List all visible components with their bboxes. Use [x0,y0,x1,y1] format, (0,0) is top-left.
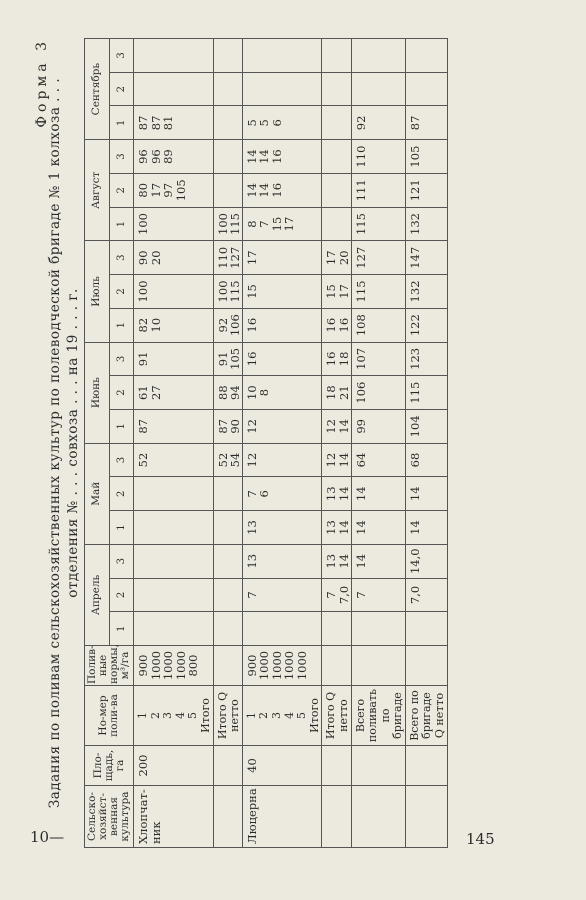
rotated-page [34,38,564,848]
value-cell: 87 87 81 [134,106,214,140]
value-cell: 82 10 [134,308,214,342]
value-cell: 14 [351,544,405,578]
value-cell [213,578,242,612]
value-cell: 14 14 16 [242,140,322,174]
crop-cell [213,786,242,848]
value-cell [405,39,447,73]
value-cell [322,39,351,73]
value-cell: 100 [134,275,214,309]
value-cell: 5 5 6 [242,106,322,140]
value-cell: 12 [242,443,322,477]
value-cell: 108 [351,308,405,342]
table-body [134,39,448,848]
value-cell [213,511,242,545]
title-line-1: Задания по поливам сельскохозяйственных культур по полеводческой бригаде № 1 колхоза . . . [47,77,63,809]
value-cell: 16 18 [322,342,351,376]
header-decade: 1 [109,106,134,140]
value-cell: 7 [351,578,405,612]
irrigation-number-cell: Всего по бригаде Q нетто [405,686,447,746]
header-month: Сентябрь [85,39,110,140]
header-decade: 2 [109,173,134,207]
value-cell: 7 [242,578,322,612]
value-cell [322,173,351,207]
table-title [46,38,82,848]
value-cell: 14 [405,511,447,545]
header-month: Апрель [85,544,110,645]
value-cell [322,207,351,241]
table-row [322,39,351,848]
value-cell [213,612,242,646]
value-cell: 18 21 [322,376,351,410]
area-cell [351,746,405,786]
table-row [213,39,242,848]
value-cell: 14,0 [405,544,447,578]
value-cell [242,72,322,106]
value-cell: 91 105 [213,342,242,376]
irrigation-table [84,38,448,848]
value-cell [213,39,242,73]
header-decade: 3 [109,140,134,174]
header-decade: 3 [109,241,134,275]
value-cell [213,477,242,511]
norm-cell [322,646,351,686]
irrigation-number-cell: Всего поливать по бригаде [351,686,405,746]
header-decade: 3 [109,544,134,578]
value-cell: 100 115 [213,207,242,241]
value-cell: 13 14 [322,544,351,578]
norm-cell: 900 1000 1000 1000 800 [134,646,214,686]
value-cell: 80 17 97 105 [134,173,214,207]
title-line-2: отделения № . . . совхоза . . . на 19 . . . г. [65,288,81,598]
value-cell [213,140,242,174]
value-cell [242,612,322,646]
header-decade: 2 [109,376,134,410]
header-crop: Сельско-хозяйст-венная культура [85,786,134,848]
crop-cell: Люцерна [242,786,322,848]
value-cell [134,511,214,545]
value-cell: 87 [405,106,447,140]
footer-mark: 10— [30,828,65,846]
crop-cell: Хлопчат-ник [134,786,214,848]
value-cell: 16 16 [322,308,351,342]
value-cell: 14 14 16 [242,173,322,207]
value-cell: 127 [351,241,405,275]
value-cell: 7 6 [242,477,322,511]
value-cell: 15 17 [322,275,351,309]
table-row [242,39,322,848]
value-cell: 12 14 [322,409,351,443]
value-cell: 14 [351,511,405,545]
table-row [351,39,405,848]
header-row-months [85,39,110,848]
value-cell: 115 [405,376,447,410]
value-cell: 110 127 [213,241,242,275]
value-cell [134,72,214,106]
value-cell [213,106,242,140]
value-cell: 7,0 [405,578,447,612]
header-decade: 3 [109,342,134,376]
value-cell [134,39,214,73]
value-cell: 122 [405,308,447,342]
header-decade: 1 [109,308,134,342]
value-cell: 132 [405,275,447,309]
value-cell: 61 27 [134,376,214,410]
value-cell: 8 7 15 17 [242,207,322,241]
value-cell: 15 [242,275,322,309]
header-month: Июнь [85,342,110,443]
value-cell [351,612,405,646]
irrigation-number-cell: 1 2 3 4 5 Итого [242,686,322,746]
value-cell: 7 7,0 [322,578,351,612]
value-cell: 10 8 [242,376,322,410]
crop-cell [322,786,351,848]
norm-cell [405,646,447,686]
page-number: 145 [466,830,495,848]
header-decade: 2 [109,578,134,612]
value-cell: 17 20 [322,241,351,275]
value-cell: 52 54 [213,443,242,477]
value-cell [134,544,214,578]
value-cell: 64 [351,443,405,477]
value-cell: 87 [134,409,214,443]
value-cell: 111 [351,173,405,207]
area-cell [213,746,242,786]
area-cell [405,746,447,786]
value-cell: 107 [351,342,405,376]
value-cell: 87 90 [213,409,242,443]
header-decade: 2 [109,275,134,309]
value-cell [213,173,242,207]
header-decade: 3 [109,39,134,73]
crop-cell [351,786,405,848]
value-cell [351,72,405,106]
header-decade: 2 [109,72,134,106]
table-row [405,39,447,848]
value-cell: 14 [351,477,405,511]
value-cell: 99 [351,409,405,443]
value-cell: 12 14 [322,443,351,477]
value-cell: 13 14 [322,477,351,511]
area-cell: 200 [134,746,214,786]
header-decade: 1 [109,511,134,545]
irrigation-number-cell: Итого Q нетто [213,686,242,746]
value-cell: 12 [242,409,322,443]
value-cell: 132 [405,207,447,241]
value-cell: 100 115 [213,275,242,309]
value-cell: 52 [134,443,214,477]
value-cell: 96 96 89 [134,140,214,174]
value-cell: 110 [351,140,405,174]
header-month: Август [85,140,110,241]
header-month: Июль [85,241,110,342]
irrigation-number-cell: 1 2 3 4 5 Итого [134,686,214,746]
value-cell [405,612,447,646]
value-cell: 147 [405,241,447,275]
value-cell: 106 [351,376,405,410]
value-cell [213,544,242,578]
value-cell [405,72,447,106]
norm-cell: 900 1000 1000 1000 1000 [242,646,322,686]
header-decade: 1 [109,207,134,241]
value-cell: 121 [405,173,447,207]
header-irrigation-norm: Полив-ные нормы, м³/га [85,646,134,686]
irrigation-number-cell: Итого Q нетто [322,686,351,746]
header-decade: 2 [109,477,134,511]
value-cell: 100 [134,207,214,241]
norm-cell [351,646,405,686]
header-decade: 1 [109,612,134,646]
value-cell: 91 [134,342,214,376]
value-cell: 115 [351,275,405,309]
value-cell: 115 [351,207,405,241]
value-cell: 17 [242,241,322,275]
header-decade: 3 [109,443,134,477]
value-cell [322,72,351,106]
header-area: Пло-щадь, га [85,746,134,786]
value-cell: 13 [242,511,322,545]
table-row [134,39,214,848]
value-cell [322,106,351,140]
value-cell: 14 [405,477,447,511]
value-cell [322,140,351,174]
value-cell: 105 [405,140,447,174]
value-cell [322,612,351,646]
value-cell: 90 20 [134,241,214,275]
value-cell: 104 [405,409,447,443]
header-month: Май [85,443,110,544]
header-irrigation-number: Но-мер поли-ва [85,686,134,746]
value-cell [213,72,242,106]
value-cell: 13 [242,544,322,578]
header-decade: 1 [109,409,134,443]
value-cell [134,612,214,646]
value-cell: 92 [351,106,405,140]
value-cell [351,39,405,73]
value-cell: 16 [242,342,322,376]
value-cell [134,578,214,612]
area-cell: 40 [242,746,322,786]
value-cell: 92 106 [213,308,242,342]
value-cell: 16 [242,308,322,342]
value-cell [134,477,214,511]
value-cell [242,39,322,73]
form-label: Форма 3 [34,38,50,128]
crop-cell [405,786,447,848]
value-cell: 13 14 [322,511,351,545]
area-cell [322,746,351,786]
value-cell: 123 [405,342,447,376]
norm-cell [213,646,242,686]
value-cell: 88 94 [213,376,242,410]
value-cell: 68 [405,443,447,477]
